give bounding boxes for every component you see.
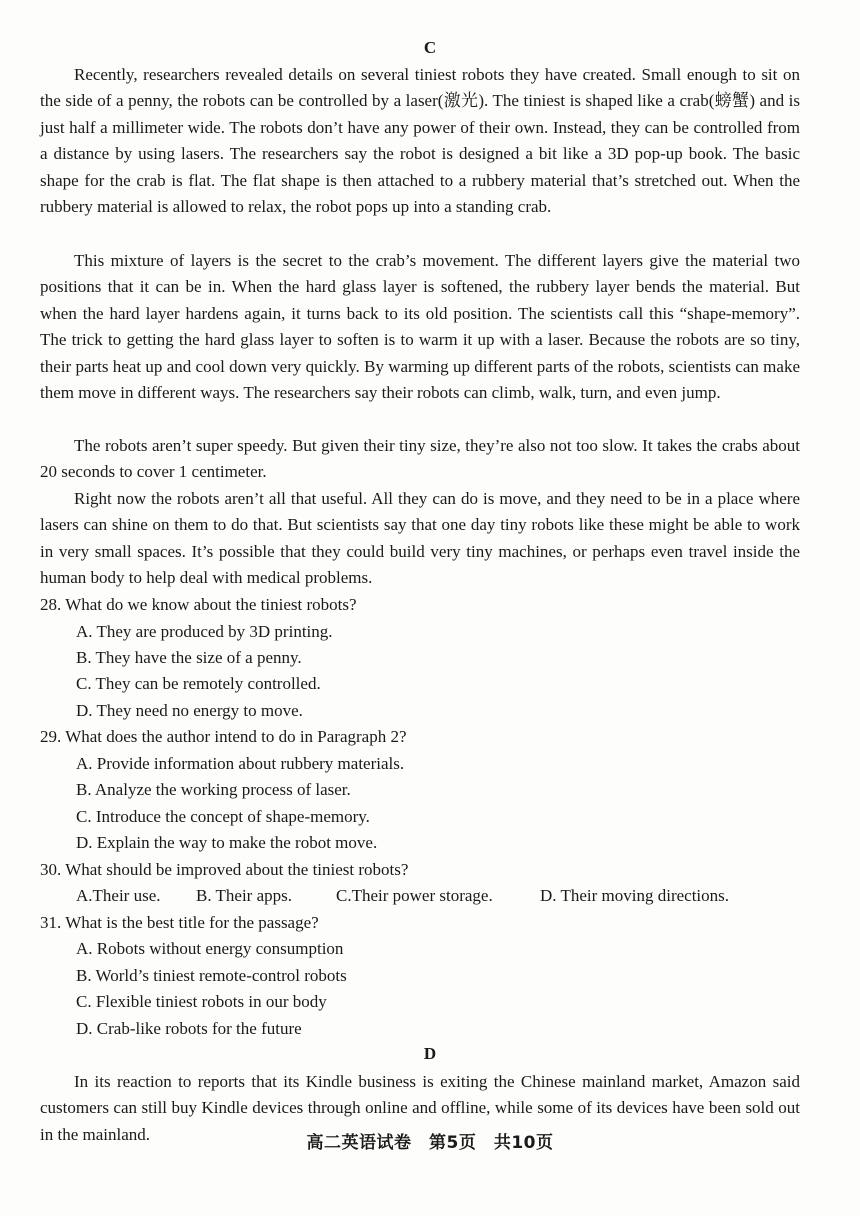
section-c-heading: C: [423, 38, 437, 57]
question-30-option-b: B. Their apps.: [196, 886, 293, 905]
passage-c-paragraph-3: The robots aren’t super speedy. But given their tiny size, they’re also not too slow. It takes the crabs about 20 seconds to cover 1 centimeter.: [40, 436, 800, 482]
question-28-option-d: D. They need no energy to move.: [76, 701, 303, 720]
question-28-option-c: C. They can be remotely controlled.: [76, 674, 321, 693]
question-28-option-a: A. They are produced by 3D printing.: [76, 622, 333, 641]
question-30-stem: 30. What should be improved about the tiniest robots?: [40, 860, 409, 879]
question-31-option-d: D. Crab-like robots for the future: [76, 1019, 302, 1038]
page-footer: 高二英语试卷 第5页 共10页: [306, 1133, 554, 1153]
passage-c-paragraph-4: Right now the robots aren’t all that useful. All they can do is move, and they need to be in a place where lasers can shine on them to do that. But scientists say that one day tiny robots like these might be able to work in very small spaces. It’s possible that they could build very tiny machines, or perhaps even travel inside the human body to help deal with medical problems.: [40, 489, 800, 588]
question-28-stem: 28. What do we know about the tiniest robots?: [40, 595, 357, 614]
question-31-option-a: A. Robots without energy consumption: [76, 939, 344, 958]
question-29-option-b: B. Analyze the working process of laser.: [76, 780, 351, 799]
passage-c-paragraph-1: Recently, researchers revealed details on several tiniest robots they have created. Small enough to sit on the side of a penny, the robots can be controlled by a laser(激光). The tiniest is shaped like a crab(螃蟹) and is just half a millimeter wide. The robots don’t have any power of their own. Instead, they can be controlled from a distance by using lasers. The researchers say the robot is designed a bit like a 3D pop-up book. The basic shape for the crab is flat. The flat shape is then attached to a rubbery material that’s stretched out. When the rubbery material is allowed to relax, the robot pops up into a standing crab.: [40, 65, 800, 217]
question-29-option-c: C. Introduce the concept of shape-memory.: [76, 807, 370, 826]
question-29-stem: 29. What does the author intend to do in Paragraph 2?: [40, 727, 407, 746]
question-28-option-b: B. They have the size of a penny.: [76, 648, 302, 667]
question-31-option-c: C. Flexible tiniest robots in our body: [76, 992, 327, 1011]
section-d-heading: D: [423, 1044, 437, 1063]
question-29-option-d: D. Explain the way to make the robot move.: [76, 833, 378, 852]
question-29-option-a: A. Provide information about rubbery materials.: [76, 754, 405, 773]
question-30-option-d: D. Their moving directions.: [540, 886, 730, 905]
passage-c-paragraph-2: This mixture of layers is the secret to the crab’s movement. The different layers give the material two positions that it can be in. When the hard glass layer is softened, the rubbery layer bends the material. But when the hard layer hardens again, it turns back to its old position. The scientists call this “shape-memory”. The trick to getting the hard glass layer to soften is to warm it up with a laser. Because the robots are so tiny, their parts heat up and cool down very quickly. By warming up different parts of the robots, scientists can make them move in different ways. The researchers say their robots can climb, walk, turn, and even jump.: [40, 251, 800, 403]
question-30-option-c: C.Their power storage.: [336, 886, 493, 905]
question-31-option-b: B. World’s tiniest remote-control robots: [76, 966, 347, 985]
passage-d-paragraph-1: In its reaction to reports that its Kindle business is exiting the Chinese mainland market, Amazon said customers can still buy Kindle devices through online and offline, while some of its devices have been sold out in the mainland.: [40, 1072, 800, 1144]
question-30-option-a: A.Their use.: [76, 886, 161, 905]
question-31-stem: 31. What is the best title for the passage?: [40, 913, 319, 932]
